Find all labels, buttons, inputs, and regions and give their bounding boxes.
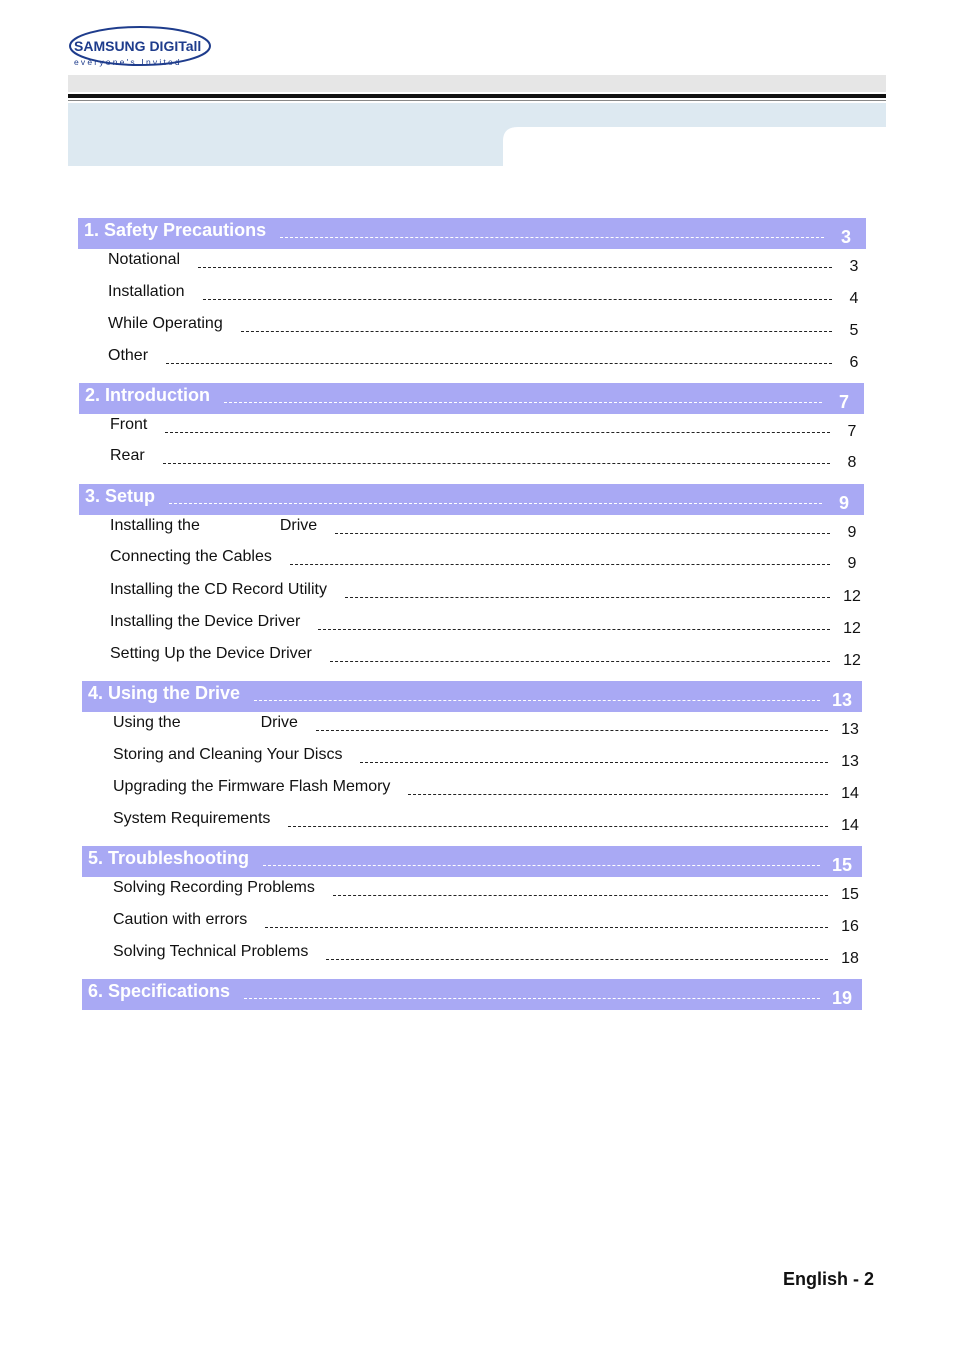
- dot-leader: [165, 432, 830, 433]
- toc-section-page: 7: [838, 392, 849, 412]
- toc-item-label: Caution with errors: [113, 910, 248, 928]
- toc-section-label: 5. Troubleshooting: [88, 848, 249, 868]
- dot-leader: [288, 826, 828, 827]
- toc-section-page: 13: [831, 690, 853, 710]
- toc-item-label: Notational: [108, 250, 181, 268]
- dot-leader: [290, 564, 830, 565]
- dot-leader: [241, 331, 832, 332]
- toc-item-label: Upgrading the Firmware Flash Memory: [113, 777, 391, 795]
- toc-section-page: 19: [831, 988, 853, 1008]
- toc-item-page: 12: [843, 588, 861, 605]
- toc-item[interactable]: [108, 312, 866, 342]
- dot-leader: [335, 533, 830, 534]
- toc-section-3[interactable]: [79, 484, 864, 515]
- dot-leader: [280, 237, 824, 238]
- toc-section-page: 3: [840, 227, 851, 247]
- dot-leader: [163, 463, 830, 464]
- toc-item-page: 4: [849, 290, 859, 307]
- dot-leader: [198, 267, 832, 268]
- toc-section-5[interactable]: [82, 846, 862, 877]
- toc-item-label: Front: [110, 415, 148, 433]
- dot-leader: [408, 794, 828, 795]
- toc-item[interactable]: [108, 344, 866, 374]
- dot-leader: [360, 762, 828, 763]
- toc-item-label: Connecting the Cables: [110, 547, 272, 565]
- dot-leader: [244, 998, 820, 999]
- toc-item-label: Installing the Device Driver: [110, 612, 301, 630]
- toc-item[interactable]: [108, 248, 866, 278]
- toc-section-6[interactable]: [82, 979, 862, 1010]
- toc-section-label: 6. Specifications: [88, 981, 231, 1001]
- toc-item[interactable]: [110, 642, 864, 672]
- toc-item-page: 12: [843, 620, 861, 637]
- toc-item-label: Storing and Cleaning Your Discs: [113, 745, 343, 763]
- header-black-rule: [68, 94, 886, 98]
- toc-item-page: 15: [841, 886, 859, 903]
- toc-item[interactable]: [110, 413, 864, 443]
- toc-item-label: While Operating: [108, 314, 223, 332]
- dot-leader: [169, 503, 822, 504]
- dot-leader: [265, 927, 828, 928]
- dot-leader: [203, 299, 833, 300]
- toc-item-page: 16: [841, 918, 859, 935]
- toc-item-label: Solving Technical Problems: [113, 942, 309, 960]
- toc-item-label: Other: [108, 346, 149, 364]
- toc-item[interactable]: [113, 711, 862, 741]
- toc-section-2[interactable]: [79, 383, 864, 414]
- toc-item[interactable]: [113, 743, 862, 773]
- toc-item-label: Rear: [110, 446, 145, 464]
- toc-item-page: 6: [849, 354, 859, 371]
- toc-item-page: 7: [847, 423, 857, 440]
- toc-item[interactable]: [110, 610, 864, 640]
- toc-item-page: 3: [849, 258, 859, 275]
- toc-item-label: System Requirements: [113, 809, 271, 827]
- toc-section-label: 1. Safety Precautions: [84, 220, 267, 240]
- dot-leader: [316, 730, 828, 731]
- toc-section-4[interactable]: [82, 681, 862, 712]
- title-band: [68, 103, 886, 166]
- toc-item[interactable]: [113, 908, 862, 938]
- toc-item-page: 14: [841, 817, 859, 834]
- toc-item[interactable]: [108, 280, 866, 310]
- toc-item[interactable]: [110, 545, 864, 575]
- toc-item-label: Setting Up the Device Driver: [110, 644, 312, 662]
- dot-leader: [318, 629, 830, 630]
- toc-item-label: Installing the CD Record Utility: [110, 580, 327, 598]
- toc-item-page: 14: [841, 785, 859, 802]
- toc-section-page: 9: [838, 493, 849, 513]
- toc-item-label: Solving Recording Problems: [113, 878, 315, 896]
- toc-item-page: 13: [841, 721, 859, 738]
- toc-item-label: Using the Drive: [113, 713, 298, 731]
- toc-item-page: 9: [847, 555, 857, 572]
- toc-item-page: 13: [841, 753, 859, 770]
- toc-item-label: Installing the Drive: [110, 516, 318, 534]
- dot-leader: [254, 700, 820, 701]
- toc-item-label: Installation: [108, 282, 185, 300]
- toc-item-page: 5: [849, 322, 859, 339]
- toc-section-label: 3. Setup: [85, 486, 156, 506]
- dot-leader: [166, 363, 832, 364]
- header-gray-bar: [68, 75, 886, 92]
- dot-leader: [224, 402, 822, 403]
- toc-item[interactable]: [113, 775, 862, 805]
- toc-section-page: 15: [831, 855, 853, 875]
- toc-item-page: 9: [847, 524, 857, 541]
- toc-item[interactable]: [113, 807, 862, 837]
- toc-section-1[interactable]: [78, 218, 866, 249]
- toc-section-label: 4. Using the Drive: [88, 683, 241, 703]
- samsung-digitall-logo: [68, 24, 213, 70]
- toc-item[interactable]: [110, 578, 864, 608]
- dot-leader: [333, 895, 828, 896]
- logo-tagline-text: everyone's Invited: [74, 57, 182, 67]
- toc-item[interactable]: [110, 444, 864, 474]
- toc-item[interactable]: [110, 514, 864, 544]
- dot-leader: [345, 597, 830, 598]
- toc-item[interactable]: [113, 876, 862, 906]
- toc-item-page: 12: [843, 652, 861, 669]
- page-number-footer: English - 2: [782, 1269, 874, 1289]
- toc-section-label: 2. Introduction: [85, 385, 210, 405]
- dot-leader: [263, 865, 820, 866]
- logo-brand-text: SAMSUNG DIGITall: [74, 38, 202, 54]
- toc-item-page: 8: [847, 454, 857, 471]
- toc-item-page: 18: [841, 950, 859, 967]
- toc-item[interactable]: [113, 940, 862, 970]
- dot-leader: [326, 959, 828, 960]
- header-thin-rule: [68, 100, 886, 101]
- dot-leader: [330, 661, 830, 662]
